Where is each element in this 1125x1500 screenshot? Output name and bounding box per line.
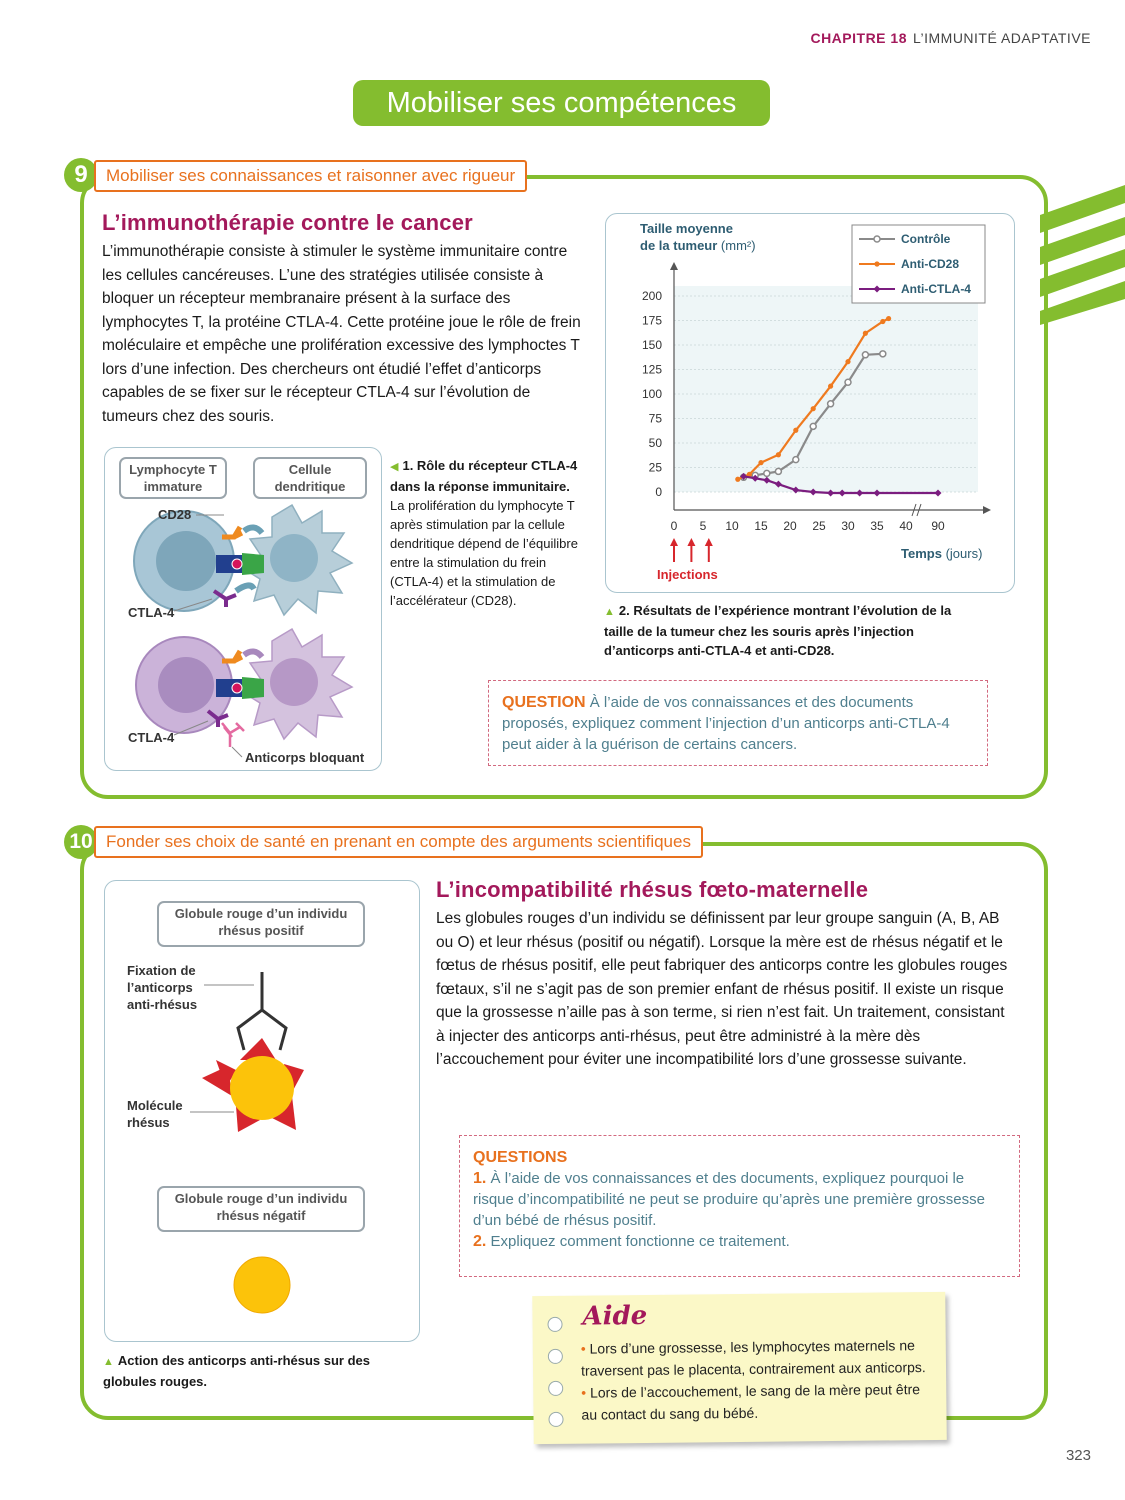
data-point (793, 457, 799, 463)
binder-hole-icon (547, 1317, 562, 1332)
x-tick-label: 0 (670, 519, 678, 533)
exercise-9-paragraph: L’immunothérapie consiste à stimuler le système immunitaire contre les cellules cancéreuses. L’une des stratégies utilisée consiste à bloquer un récepteur membranaire présent à la surface des lymphocytes T, la protéine CTLA-4. Cette protéine joue le rôle de frein moléculaire et empêche une prolifération excessive des lymphoctes T lors d’une infection. Des chercheurs ont étudié l’effet d’anticorps capables de se fixer sur le récepteur CTLA-4 sur l’évolution de tumeurs chez des souris. (102, 243, 581, 425)
binder-hole-icon (548, 1349, 563, 1364)
b7-ligand-top (244, 527, 262, 533)
aide-note (532, 1292, 947, 1444)
legend-marker (874, 236, 880, 242)
data-point (811, 406, 816, 411)
chapter-number: CHAPITRE 18 (810, 30, 907, 46)
mhc-bottom (242, 677, 264, 699)
x-tick-label: 40 (899, 519, 913, 533)
plot-area (674, 286, 978, 492)
question-10-1 (473, 1168, 1005, 1231)
cd28-label: CD28 (158, 507, 192, 522)
ctla4-label-bottom: CTLA-4 (128, 730, 175, 745)
label-rhesus-negative: Globule rouge d’un individu rhésus négatif (157, 1186, 365, 1232)
b7-ligand-bottom (244, 651, 262, 657)
lymphocyte-dendritic-diagram (104, 495, 380, 770)
b7-ctla4-top (236, 585, 254, 591)
rhesus-caption-text: Action des anticorps anti-rhésus sur des globules rouges. (103, 1353, 371, 1389)
rhesus-caption (103, 1351, 373, 1391)
y-axis-unit: (mm²) (720, 238, 756, 253)
ctla4-label-top: CTLA-4 (128, 605, 175, 620)
caption-arrow-icon-3: ▲ (103, 1356, 114, 1368)
data-point (764, 470, 770, 476)
decorative-stripes (1040, 185, 1125, 325)
data-point (793, 428, 798, 433)
data-point (810, 423, 816, 429)
exercise-10-section-title: Fonder ses choix de santé en prenant en compte des arguments scientifiques (94, 826, 703, 858)
data-point (880, 319, 885, 324)
cd28-receptor-bottom (222, 651, 242, 661)
questions-word: QUESTIONS (473, 1149, 568, 1166)
antibody-leader (232, 747, 242, 757)
x-axis-unit: (jours) (945, 546, 983, 561)
section-banner: Mobiliser ses compétences (353, 80, 770, 126)
exercise-10-number: 10 (64, 825, 98, 859)
data-point (828, 384, 833, 389)
aide-title: Aide (582, 1300, 648, 1332)
y-tick-label: 25 (648, 460, 662, 475)
y-tick-label: 100 (641, 387, 662, 401)
question-9 (502, 692, 972, 755)
q2-text: Expliquez comment fonctionne ce traitement. (490, 1233, 790, 1250)
injection-arrow-head-icon (687, 538, 695, 546)
antigen-top (232, 559, 242, 569)
data-point (758, 460, 763, 465)
caption-arrow-icon-2: ▲ (604, 606, 615, 618)
y-tick-label: 75 (648, 411, 662, 426)
legend-label: Contrôle (901, 232, 951, 246)
antigen-bottom (232, 683, 242, 693)
x-tick-label: 15 (754, 519, 768, 533)
doc2-caption (604, 601, 984, 660)
red-blood-cell-negative (230, 1253, 294, 1317)
aide-hints (581, 1334, 932, 1426)
exercise-10-title: L’incompatibilité rhésus fœto-maternelle (436, 877, 869, 902)
injection-arrow-head-icon (705, 538, 713, 546)
data-point (735, 477, 740, 482)
y-tick-label: 175 (641, 313, 662, 328)
running-header (810, 30, 1091, 46)
y-tick-label: 150 (641, 338, 662, 352)
q1-text: À l’aide de vos connaissances et des documents, expliquez pourquoi le risque d’incompatibilité ne peut se produire qu’après une première grossesse d’un bébé de rhésus positif. (473, 1170, 985, 1229)
data-point (845, 379, 851, 385)
x-axis-title: Temps (jours) (901, 546, 983, 561)
x-tick-label: 20 (783, 519, 797, 533)
q2-number: 2. (473, 1233, 487, 1250)
question-10-2 (473, 1231, 1005, 1252)
injection-arrow-head-icon (670, 538, 678, 546)
data-point (828, 401, 834, 407)
exercise-9-section-title: Mobiliser ses connaissances et raisonner avec rigueur (94, 160, 527, 192)
data-point (863, 331, 868, 336)
exercise-9-title: L’immunothérapie contre le cancer (102, 210, 473, 235)
blocking-antibody-icon (222, 723, 244, 747)
questions-10 (473, 1147, 1005, 1252)
page-number: 323 (1065, 1447, 1091, 1464)
x-tick-label: 35 (870, 519, 884, 533)
x-tick-label: 90 (931, 519, 945, 533)
q1-number: 1. (473, 1170, 487, 1187)
y-tick-label: 50 (648, 436, 662, 450)
label-rhesus-positive: Globule rouge d’un individu rhésus positif (157, 901, 365, 947)
data-point (862, 352, 868, 358)
data-point (775, 468, 781, 474)
caption-arrow-icon: ◀ (390, 461, 399, 473)
aide-hint-1-text: Lors d’une grossesse, les lymphocytes maternels ne traversent pas le placenta, contrairement aux anticorps. (580, 1337, 926, 1379)
y-tick-label: 125 (641, 362, 662, 377)
exercise-10-paragraph: Les globules rouges d’un individu se définissent par leur groupe sanguin (A, B, AB ou O) et leur rhésus (positif ou négatif). Lorsque la mère est de rhésus négatif et le fœtus de rhésus positif, elle peut fabriquer des anticorps contre les globules rouges fœtaux, s’il ne s’agit pas de son premier enfant de rhésus positif. Il existe un risque que la grossesse n’aille pas à son terme, si rien n’est fait. Un traitement, consistant à injecter des anticorps anti-rhésus, peut être administré à la mère dès l’accouchement pour éviter une incompatibilité lors d’une grossesse suivante. (436, 910, 1008, 1068)
y-tick-label: 200 (641, 289, 662, 303)
aide-hint-2 (581, 1378, 931, 1426)
x-tick-label: 25 (812, 519, 826, 533)
doc1-caption (390, 456, 582, 610)
data-point (886, 316, 891, 321)
tumor-size-chart (605, 213, 1013, 591)
y-axis-title-line1: Taille moyenne (640, 221, 733, 236)
question-word: QUESTION (502, 694, 586, 711)
y-axis-arrow-icon (670, 262, 678, 270)
bullet-icon: • (581, 1384, 587, 1401)
binder-hole-icon (548, 1412, 563, 1427)
mhc-top (242, 553, 264, 575)
aide-hint-2-text: Lors de l’accouchement, le sang de la mère peut être au contact du sang du bébé. (581, 1381, 921, 1423)
data-point (880, 351, 886, 357)
label-rhesus-molecule: Molécule rhésus (127, 1098, 183, 1130)
red-blood-cell-positive (202, 1038, 304, 1132)
doc1-caption-title: 1. Rôle du récepteur CTLA-4 dans la réponse immunitaire. (390, 458, 578, 494)
legend-marker (874, 261, 879, 266)
injections-label: Injections (657, 567, 718, 582)
doc1-caption-text: La prolifération du lymphocyte T après stimulation par la cellule dendritique dépend de l’équilibre entre la stimulation du frein (CTLA-4) et la stimulation de l’accélérateur (CD28). (390, 498, 578, 608)
question-9-text: À l’aide de vos connaissances et des documents proposés, expliquez comment l’injection d’un anticorps anti-CTLA-4 peut aider à la guérison de certains cancers. (502, 694, 950, 753)
data-point (845, 359, 850, 364)
legend-label: Anti-CD28 (901, 257, 960, 271)
binder-hole-icon (548, 1381, 563, 1396)
antibody-label: Anticorps bloquant (245, 750, 365, 765)
doc2-caption-text: 2. Résultats de l’expérience montrant l’évolution de la taille de la tumeur chez les souris après l’injection d’anticorps anti-CTLA-4 et anti-CD28. (604, 603, 952, 658)
data-point (776, 452, 781, 457)
x-tick-label: 30 (841, 519, 855, 533)
rhesus-positive-cell-diagram (104, 960, 418, 1140)
legend-label: Anti-CTLA-4 (901, 282, 971, 296)
y-tick-label: 0 (655, 485, 662, 499)
x-tick-label: 10 (725, 519, 739, 533)
exercise-9-number: 9 (64, 158, 98, 192)
x-axis-arrow-icon (983, 506, 991, 514)
aide-hint-1 (581, 1334, 931, 1382)
x-tick-label: 5 (699, 519, 707, 533)
label-dendritic-cell: Cellule dendritique (253, 457, 367, 499)
bullet-icon: • (580, 1340, 586, 1357)
y-axis-title-line2: de la tumeur (mm²) (640, 238, 756, 253)
label-fixation: Fixation de l’anticorps anti-rhésus (127, 963, 198, 1012)
chapter-subject: L’IMMUNITÉ ADAPTATIVE (912, 30, 1091, 46)
label-lymphocyte: Lymphocyte T immature (119, 457, 227, 499)
